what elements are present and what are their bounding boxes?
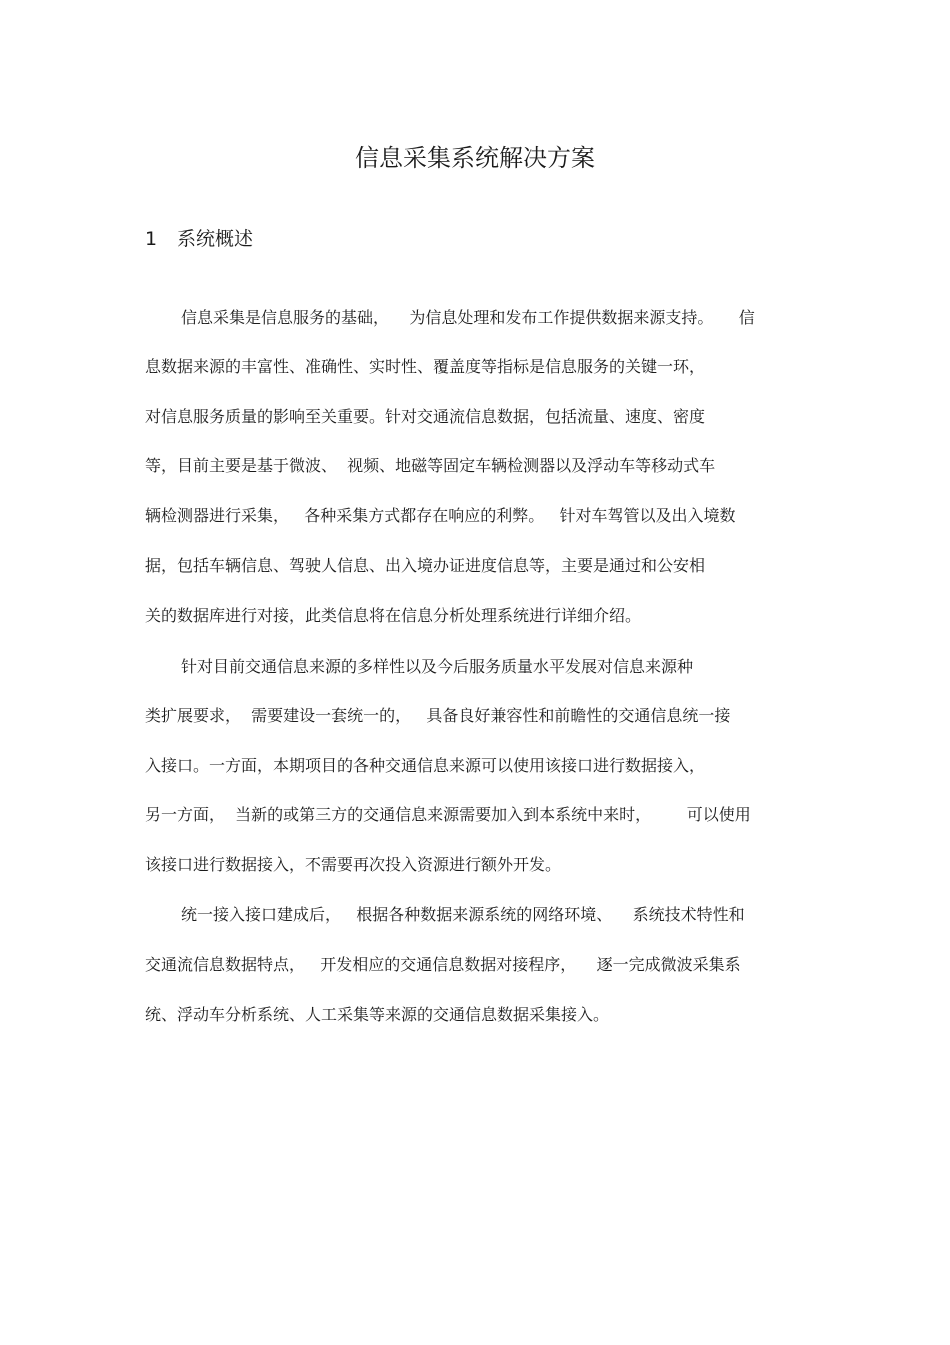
paragraph-line: 另一方面， 当新的或第三方的交通信息来源需要加入到本系统中来时， 可以使用 bbox=[145, 805, 751, 824]
paragraph-line: 信息采集是信息服务的基础， 为信息处理和发布工作提供数据来源支持。 信 bbox=[181, 308, 755, 327]
paragraph-line: 辆检测器进行采集， 各种采集方式都存在响应的利弊。 针对车驾管以及出入境数 bbox=[145, 506, 736, 525]
document-title: 信息采集系统解决方案 bbox=[355, 144, 595, 172]
section-title: 系统概述 bbox=[177, 228, 254, 250]
paragraph-line: 入接口。一方面，本期项目的各种交通信息来源可以使用该接口进行数据接入， bbox=[145, 756, 706, 775]
paragraph-line: 据，包括车辆信息、驾驶人信息、出入境办证进度信息等，主要是通过和公安相 bbox=[145, 556, 706, 575]
paragraph-line: 息数据来源的丰富性、准确性、实时性、覆盖度等指标是信息服务的关键一环， bbox=[145, 357, 706, 376]
paragraph-line: 针对目前交通信息来源的多样性以及今后服务质量水平发展对信息来源种 bbox=[181, 657, 694, 676]
paragraph-line: 对信息服务质量的影响至关重要。针对交通流信息数据，包括流量、速度、密度 bbox=[145, 407, 706, 426]
paragraph-line: 关的数据库进行对接，此类信息将在信息分析处理系统进行详细介绍。 bbox=[145, 606, 642, 625]
paragraph-line: 等，目前主要是基于微波、 视频、地磁等固定车辆检测器以及浮动车等移动式车 bbox=[145, 456, 716, 475]
paragraph-line: 类扩展要求， 需要建设一套统一的， 具备良好兼容性和前瞻性的交通信息统一接 bbox=[145, 706, 731, 725]
paragraph-line: 交通流信息数据特点， 开发相应的交通信息数据对接程序， 逐一完成微波采集系 bbox=[145, 955, 741, 974]
paragraph-line: 统一接入接口建成后， 根据各种数据来源系统的网络环境、 系统技术特性和 bbox=[181, 905, 745, 924]
paragraph-line: 该接口进行数据接入，不需要再次投入资源进行额外开发。 bbox=[145, 855, 562, 874]
section-heading bbox=[145, 223, 253, 255]
paragraph-line: 统、浮动车分析系统、人工采集等来源的交通信息数据采集接入。 bbox=[145, 1005, 610, 1024]
section-number: 1 bbox=[145, 228, 158, 250]
